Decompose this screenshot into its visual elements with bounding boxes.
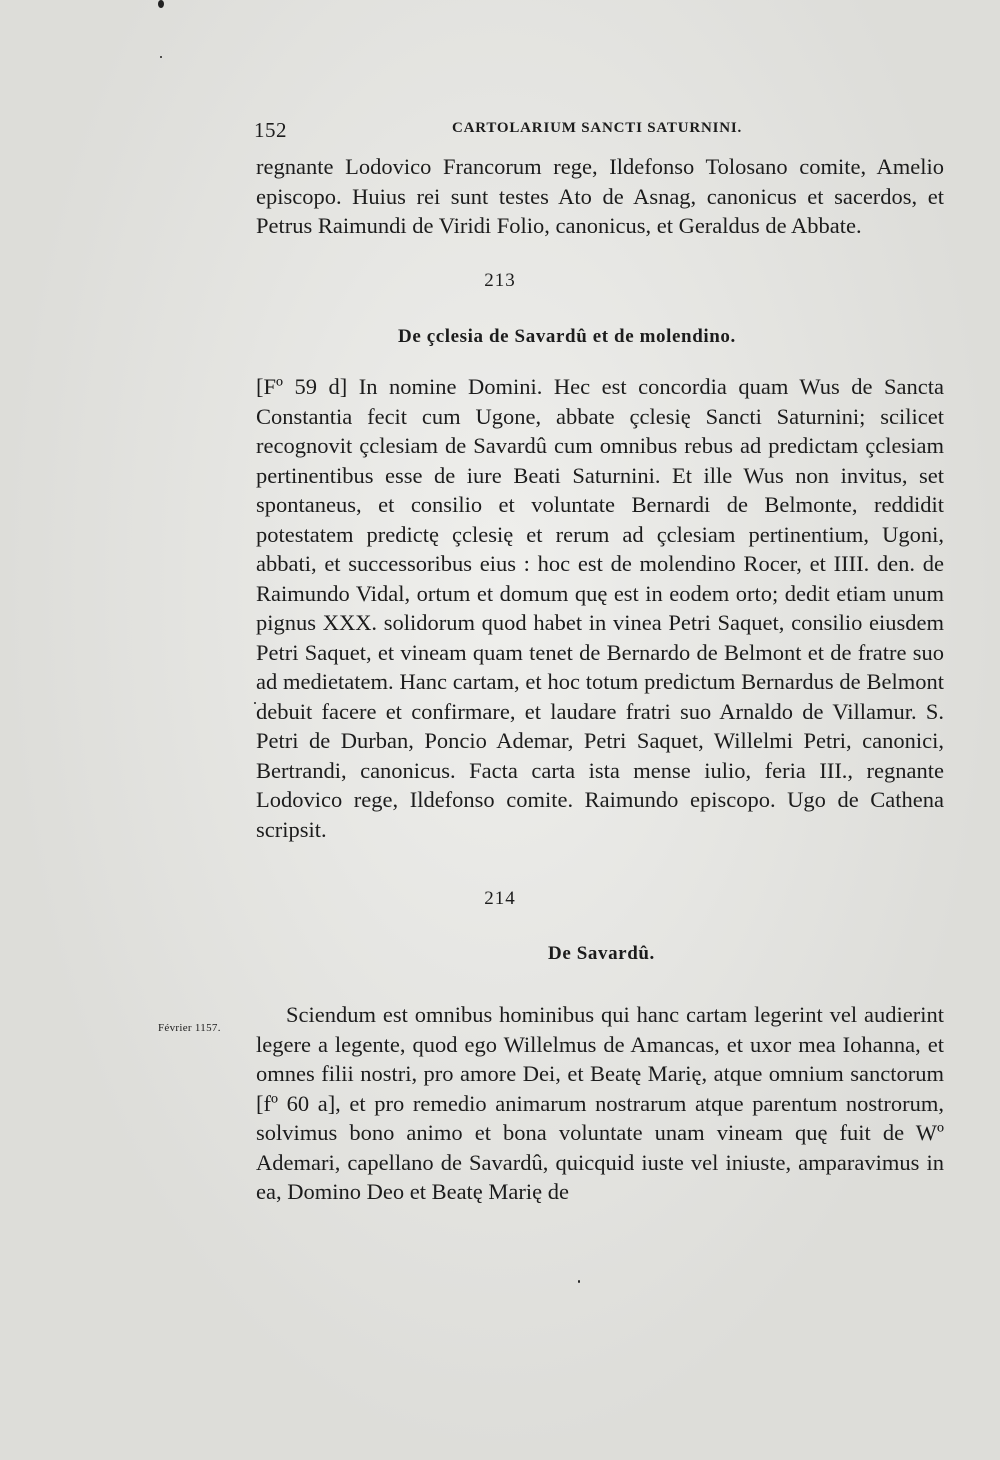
intro-paragraph-block	[256, 152, 944, 241]
page-header	[254, 118, 944, 148]
print-speck	[254, 702, 256, 704]
charter-214-text: Sciendum est omnibus hominibus qui hanc cartam legerint vel audierint legere a legente, quod ego Willelmus de Amancas, et uxor mea Iohanna, et omnes filii nostri, pro amore Dei, et Beatę Marię, atque omnium sanctorum [fº 60 a], et pro remedio animarum nostrarum atque parentum nostrorum, solvimus bono animo et bona voluntate unam vineam quę fuit de Wº Ademari, capellano de Savardû, quicquid iuste vel iniuste, amparavimus in ea, Domino Deo et Beatę Marię de	[256, 1002, 944, 1204]
charter-214-body	[256, 1000, 944, 1207]
print-speck	[160, 56, 162, 58]
print-speck	[158, 0, 164, 8]
charter-213-number: 213	[484, 270, 516, 291]
charter-214-number: 214	[484, 888, 516, 909]
charter-213-title: De çclesia de Savardû et de molendino.	[398, 326, 736, 347]
print-speck	[578, 1280, 580, 1283]
intro-paragraph: regnante Lodovico Francorum rege, Ildefonso Tolosano comite, Amelio episcopo. Huius rei sunt testes Ato de Asnag, canonicus et sacerdos, et Petrus Raimundi de Viridi Folio, canonicus, et Geraldus de Abbate.	[256, 154, 944, 238]
running-title: CARTOLARIUM SANCTI SATURNINI.	[452, 120, 743, 136]
charter-214-title: De Savardû.	[548, 943, 655, 964]
charter-213-text: [Fº 59 d] In nomine Domini. Hec est concordia quam Wus de Sancta Constantia fecit cum Ugone, abbate çclesię Sancti Saturnini; scilicet recognovit çclesiam de Savardû cum omnibus rebus ad predictam çclesiam pertinentibus esse de iure Beati Saturnini. Et ille Wus non invitus, set spontaneus, et consilio et voluntate Bernardi de Belmonte, reddidit potestatem predictę çclesię et rerum ad çclesiam pertinentium, Ugoni, abbati, et successoribus eius : hoc est de molendino Rocer, et IIII. den. de Raimundo Vidal, ortum et domum quę est in eodem orto; dedit etiam unum pignus XXX. solidorum quod habet in vinea Petri Saquet, consilio eiusdem Petri Saquet, et vineam quam tenet de Bernardo de Belmont et de fratre suo ad medietatem. Hanc cartam, et hoc totum predictum Bernardus de Belmont debuit facere et confirmare, et laudare fratri suo Arnaldo de Villamur. S. Petri de Durban, Poncio Ademar, Petri Saquet, Willelmi Petri, canonici, Bertrandi, canonicus. Facta carta ista mense iulio, feria III., regnante Lodovico rege, Ildefonso comite. Raimundo episcopo. Ugo de Cathena scripsit.	[256, 374, 944, 842]
margin-date-note: Février 1157.	[158, 1022, 221, 1034]
charter-213-body	[256, 372, 944, 844]
page-number: 152	[254, 118, 287, 142]
